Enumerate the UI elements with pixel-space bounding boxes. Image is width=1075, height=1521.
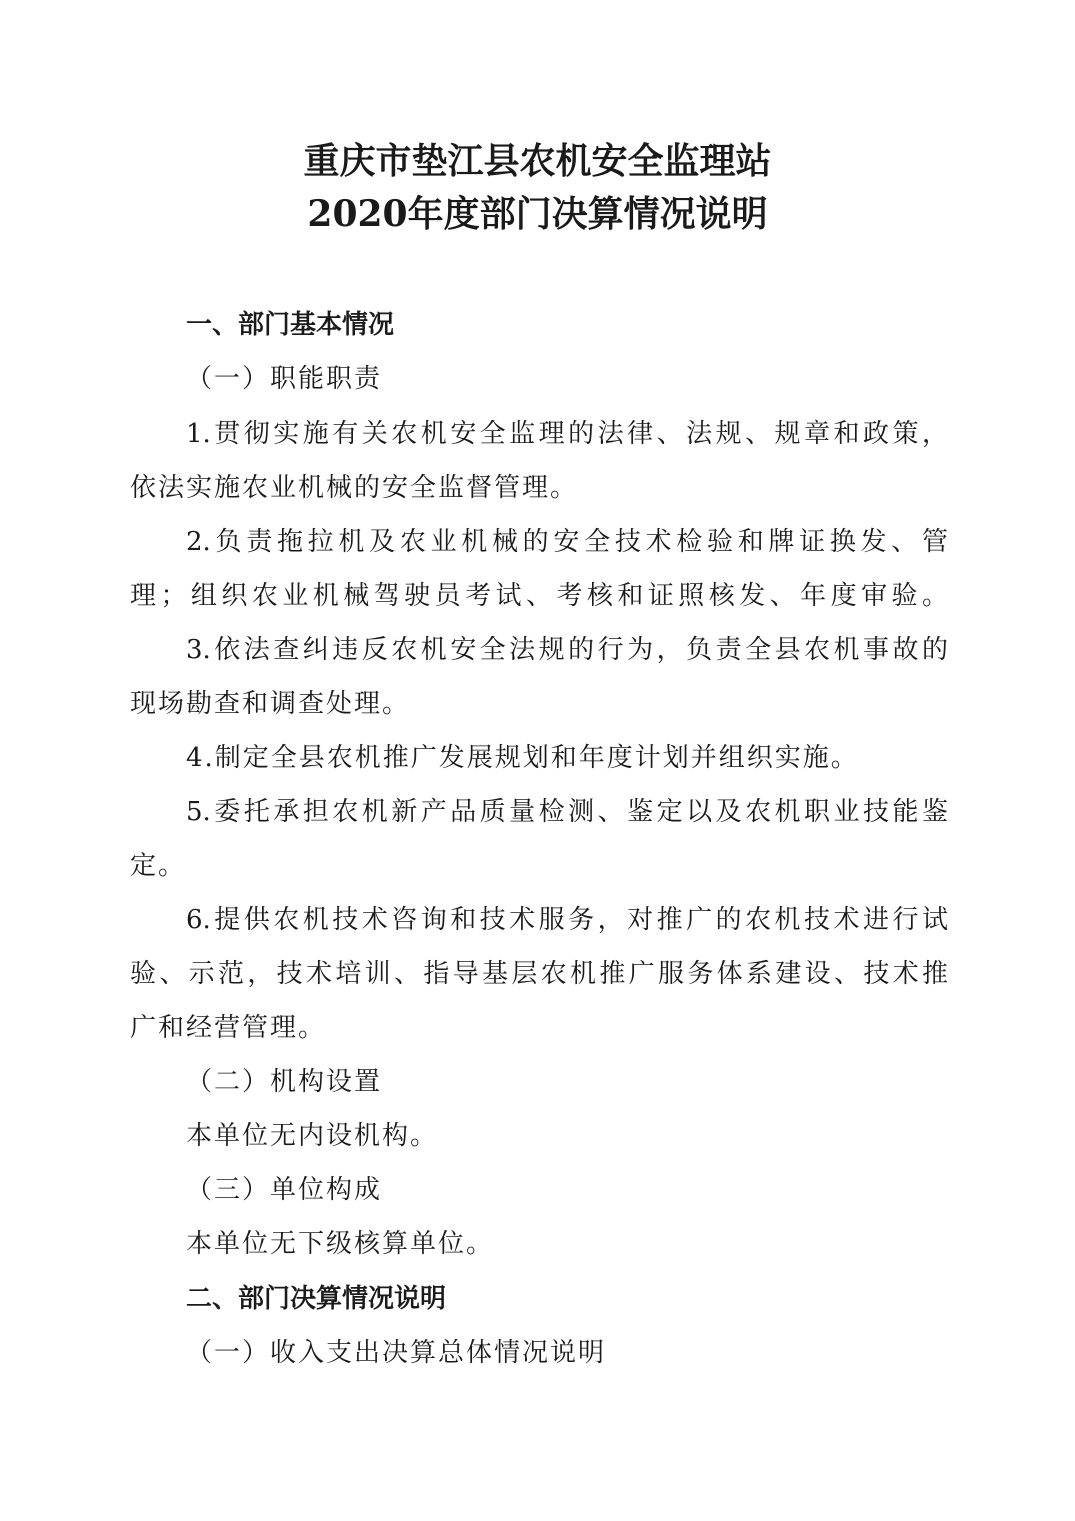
duty-item-3-line-2: 现场勘查和调查处理。 [130,689,411,719]
section-1-heading: 一、部门基本情况 [186,310,395,340]
duty-item-6-line-1: 6.提供农机技术咨询和技术服务，对推广的农机技术进行试 [186,905,948,935]
duty-item-5-line-1: 5.委托承担农机新产品质量检测、鉴定以及农机职业技能鉴 [186,797,948,827]
duty-item-2-line-1: 2.负责拖拉机及农业机械的安全技术检验和牌证换发、管 [186,527,948,557]
subsection-1-3-heading: （三）单位构成 [186,1175,383,1205]
document-title-line-2: 2020年度部门决算情况说明 [307,193,768,235]
subsection-2-1-heading: （一）收入支出决算总体情况说明 [186,1338,607,1368]
duty-item-6-line-3: 广和经营管理。 [130,1013,327,1043]
duty-item-3-line-1: 3.依法查纠违反农机安全法规的行为，负责全县农机事故的 [186,635,948,665]
subsection-1-2-heading: （二）机构设置 [186,1067,383,1097]
duty-item-5-line-2: 定。 [130,851,187,881]
duty-item-2-line-2: 理；组织农业机械驾驶员考试、考核和证照核发、年度审验。 [130,581,948,611]
duty-item-6-line-2: 验、示范，技术培训、指导基层农机推广服务体系建设、技术推 [130,959,948,989]
subsection-1-3-text: 本单位无下级核算单位。 [186,1229,495,1259]
subsection-1-2-text: 本单位无内设机构。 [186,1121,439,1151]
subsection-1-1-heading: （一）职能职责 [186,364,383,394]
duty-item-4-line-1: 4.制定全县农机推广发展规划和年度计划并组织实施。 [186,743,859,773]
duty-item-1-line-2: 依法实施农业机械的安全监督管理。 [130,473,579,503]
duty-item-1-line-1: 1.贯彻实施有关农机安全监理的法律、法规、规章和政策， [186,419,948,449]
section-2-heading: 二、部门决算情况说明 [186,1284,447,1314]
document-title-line-1: 重庆市垫江县农机安全监理站 [303,140,772,182]
